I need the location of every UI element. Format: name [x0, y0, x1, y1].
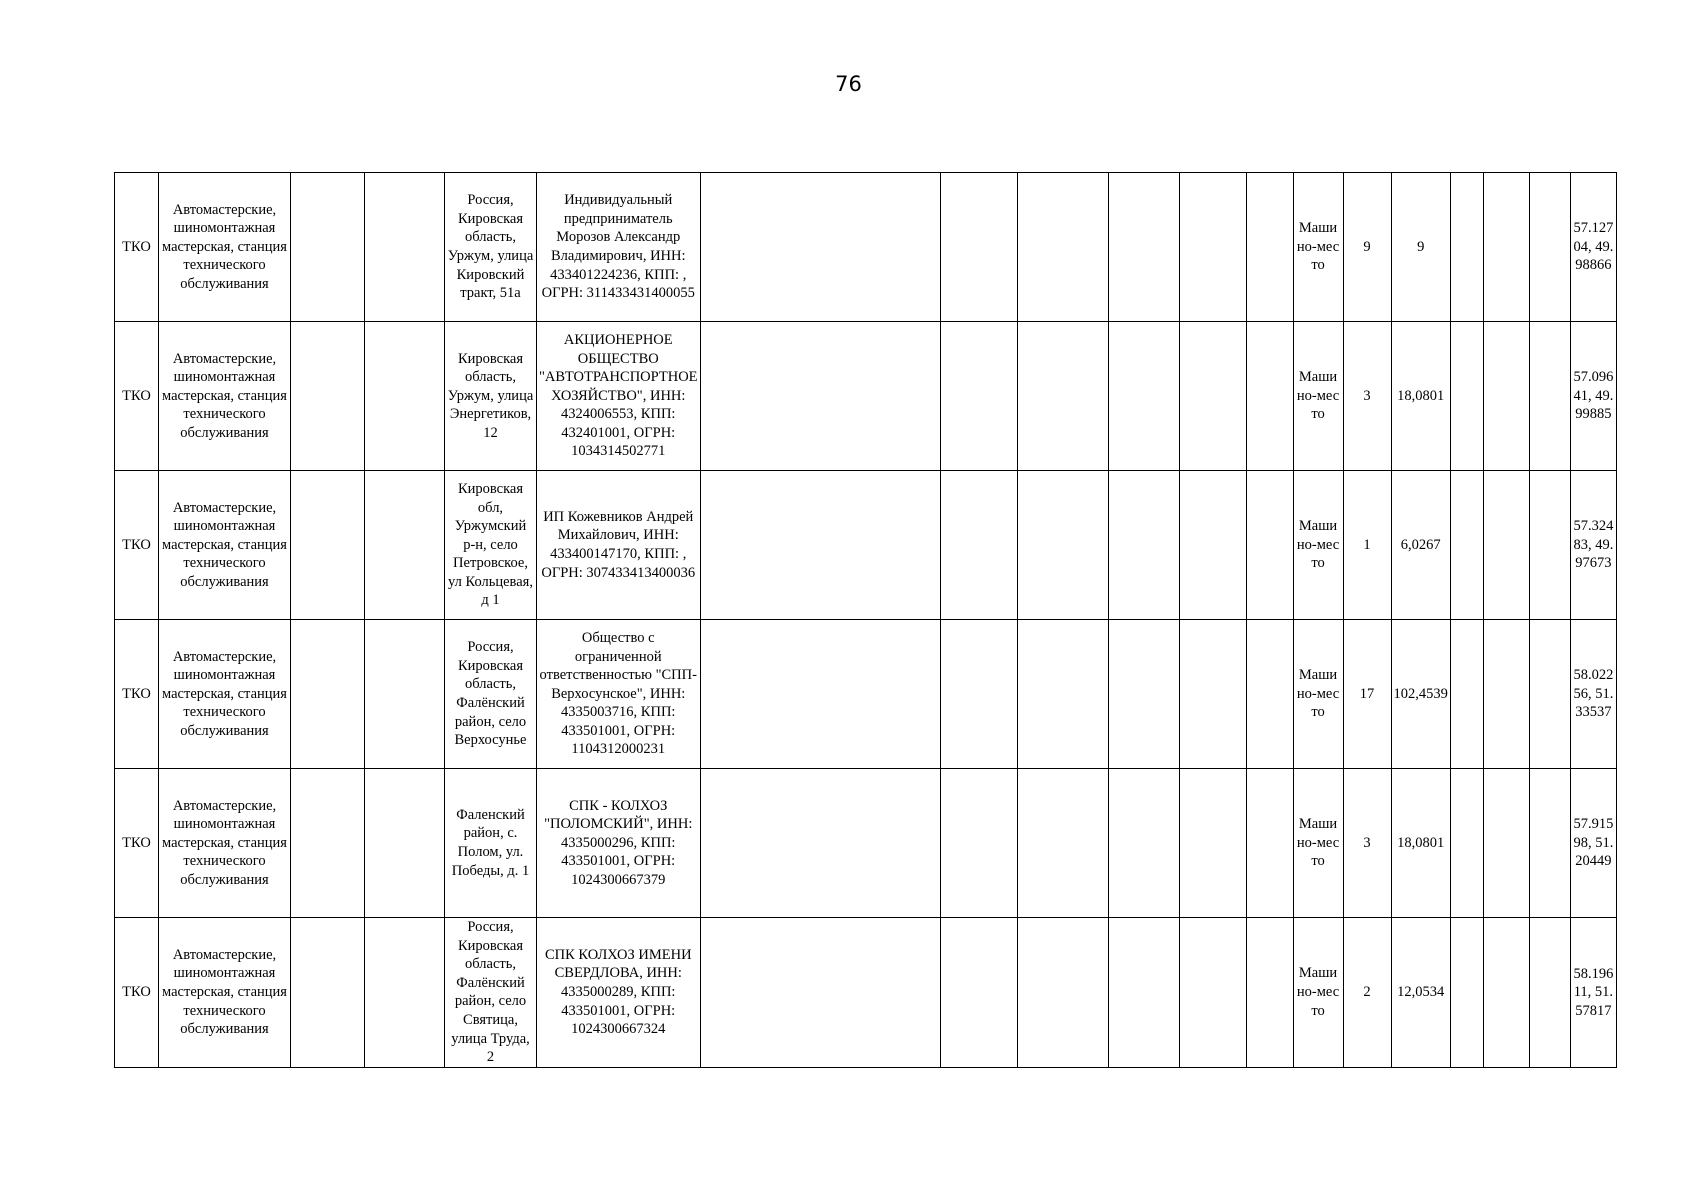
table-row [115, 769, 1617, 918]
cell-empty [291, 173, 365, 322]
cell-coordinates: 57.91598, 51.20449 [1570, 769, 1616, 918]
cell-coordinates: 57.09641, 49.99885 [1570, 322, 1616, 471]
cell-empty [1483, 769, 1529, 918]
cell-coordinates: 57.127 04, 49.98866 [1570, 173, 1616, 322]
cell-owner: СПК КОЛХОЗ ИМЕНИ СВЕРДЛОВА, ИНН: 4335000289, КПП: 433501001, ОГРН: 1024300667324 [537, 918, 701, 1068]
cell-volume: 6,0267 [1391, 471, 1450, 620]
cell-object-name: Автомастерские, шиномонтажная мастерская, станция технического обслуживания [159, 769, 291, 918]
cell-empty [291, 322, 365, 471]
cell-volume: 12,0534 [1391, 918, 1450, 1068]
cell-empty [1108, 918, 1179, 1068]
cell-count: 9 [1343, 173, 1391, 322]
cell-empty [1483, 322, 1529, 471]
cell-empty [365, 322, 445, 471]
cell-waste-type: ТКО [115, 471, 159, 620]
cell-empty [1483, 173, 1529, 322]
cell-empty [1179, 471, 1246, 620]
cell-waste-type: ТКО [115, 918, 159, 1068]
table-body [115, 173, 1617, 1068]
cell-empty [1529, 918, 1570, 1068]
cell-unit: Машино-место [1293, 173, 1343, 322]
cell-count: 1 [1343, 471, 1391, 620]
cell-empty [940, 471, 1017, 620]
cell-empty [291, 620, 365, 769]
cell-empty [1246, 918, 1293, 1068]
cell-empty [1017, 322, 1108, 471]
cell-empty [700, 620, 940, 769]
cell-unit: Машино-место [1293, 769, 1343, 918]
cell-empty [365, 918, 445, 1068]
cell-unit: Машино-место [1293, 471, 1343, 620]
cell-empty [940, 620, 1017, 769]
cell-empty [1108, 769, 1179, 918]
cell-address: Россия, Кировская область, Уржум, улица Кировский тракт, 51а [445, 173, 537, 322]
cell-empty [700, 173, 940, 322]
cell-empty [1017, 918, 1108, 1068]
cell-empty [700, 769, 940, 918]
cell-empty [1017, 620, 1108, 769]
cell-object-name: Автомастерские, шиномонтажная мастерская, станция технического обслуживания [159, 918, 291, 1068]
cell-empty [1483, 918, 1529, 1068]
cell-owner: Общество с ограниченной ответственностью "СПП-Верхосунское", ИНН: 4335003716, КПП: 433501001, ОГРН: 1104312000231 [537, 620, 701, 769]
cell-empty [1483, 620, 1529, 769]
cell-empty [1450, 471, 1483, 620]
cell-owner: ИП Кожевников Андрей Михайлович, ИНН: 433400147170, КПП: , ОГРН: 307433413400036 [537, 471, 701, 620]
cell-count: 3 [1343, 769, 1391, 918]
cell-empty [1108, 322, 1179, 471]
cell-count: 3 [1343, 322, 1391, 471]
cell-empty [1179, 173, 1246, 322]
cell-object-name: Автомастерские, шиномонтажная мастерская, станция технического обслуживания [159, 471, 291, 620]
cell-coordinates: 57.32483, 49.97673 [1570, 471, 1616, 620]
cell-empty [1179, 322, 1246, 471]
cell-empty [1529, 769, 1570, 918]
table-row [115, 173, 1617, 322]
cell-object-name: Автомастерские, шиномонтажная мастерская, станция технического обслуживания [159, 173, 291, 322]
cell-empty [700, 918, 940, 1068]
cell-empty [1483, 471, 1529, 620]
cell-empty [940, 769, 1017, 918]
cell-empty [940, 322, 1017, 471]
cell-empty [1017, 769, 1108, 918]
cell-waste-type: ТКО [115, 322, 159, 471]
cell-address: Кировская обл, Уржумский р-н, село Петровское, ул Кольцевая, д 1 [445, 471, 537, 620]
table-row [115, 620, 1617, 769]
cell-empty [700, 471, 940, 620]
table-row [115, 471, 1617, 620]
cell-empty [1246, 620, 1293, 769]
cell-empty [1450, 173, 1483, 322]
cell-empty [365, 769, 445, 918]
cell-empty [365, 620, 445, 769]
cell-empty [1179, 769, 1246, 918]
cell-empty [1179, 918, 1246, 1068]
cell-empty [1529, 620, 1570, 769]
cell-empty [365, 471, 445, 620]
cell-empty [940, 173, 1017, 322]
cell-empty [1246, 173, 1293, 322]
cell-empty [1179, 620, 1246, 769]
page-number: 76 [835, 72, 862, 96]
cell-empty [365, 173, 445, 322]
cell-empty [291, 918, 365, 1068]
cell-owner: АКЦИОНЕРНОЕ ОБЩЕСТВО "АВТОТРАНСПОРТНОЕ ХОЗЯЙСТВО", ИНН: 4324006553, КПП: 432401001, ОГРН: 1034314502771 [537, 322, 701, 471]
cell-address: Фаленский район, с. Полом, ул. Победы, д. 1 [445, 769, 537, 918]
cell-volume: 18,0801 [1391, 322, 1450, 471]
cell-empty [1017, 173, 1108, 322]
cell-empty [700, 322, 940, 471]
cell-empty [1108, 471, 1179, 620]
cell-volume: 18,0801 [1391, 769, 1450, 918]
cell-coordinates: 58.02256, 51.33537 [1570, 620, 1616, 769]
cell-waste-type: ТКО [115, 620, 159, 769]
cell-empty [1246, 471, 1293, 620]
cell-empty [1450, 918, 1483, 1068]
cell-waste-type: ТКО [115, 769, 159, 918]
cell-owner: СПК - КОЛХОЗ "ПОЛОМСКИЙ", ИНН: 4335000296, КПП: 433501001, ОГРН: 1024300667379 [537, 769, 701, 918]
table-row [115, 918, 1617, 1068]
cell-unit: Машино-место [1293, 918, 1343, 1068]
cell-object-name: Автомастерские, шиномонтажная мастерская, станция технического обслуживания [159, 620, 291, 769]
cell-empty [1108, 620, 1179, 769]
cell-unit: Машино-место [1293, 620, 1343, 769]
cell-address: Россия, Кировская область, Фалёнский район, село Верхосунье [445, 620, 537, 769]
table-row [115, 322, 1617, 471]
cell-coordinates: 58.19611, 51.57817 [1570, 918, 1616, 1068]
cell-address: Кировская область, Уржум, улица Энергетиков, 12 [445, 322, 537, 471]
cell-empty [1450, 322, 1483, 471]
cell-empty [1017, 471, 1108, 620]
cell-empty [1529, 471, 1570, 620]
cell-empty [1450, 769, 1483, 918]
cell-empty [1450, 620, 1483, 769]
cell-volume: 102,4539 [1391, 620, 1450, 769]
cell-object-name: Автомастерские, шиномонтажная мастерская, станция технического обслуживания [159, 322, 291, 471]
cell-owner: Индивидуальный предприниматель Морозов Александр Владимирович, ИНН: 433401224236, КПП: , ОГРН: 311433431400055 [537, 173, 701, 322]
cell-empty [1246, 769, 1293, 918]
cell-empty [1246, 322, 1293, 471]
cell-unit: Машино-место [1293, 322, 1343, 471]
cell-empty [1529, 173, 1570, 322]
cell-empty [291, 471, 365, 620]
cell-waste-type: ТКО [115, 173, 159, 322]
cell-address: Россия, Кировская область, Фалёнский район, село Святица, улица Труда, 2 [445, 918, 537, 1068]
cell-volume: 9 [1391, 173, 1450, 322]
cell-empty [1108, 173, 1179, 322]
cell-empty [940, 918, 1017, 1068]
cell-count: 2 [1343, 918, 1391, 1068]
cell-empty [291, 769, 365, 918]
waste-sources-table [114, 172, 1617, 1068]
cell-count: 17 [1343, 620, 1391, 769]
cell-empty [1529, 322, 1570, 471]
